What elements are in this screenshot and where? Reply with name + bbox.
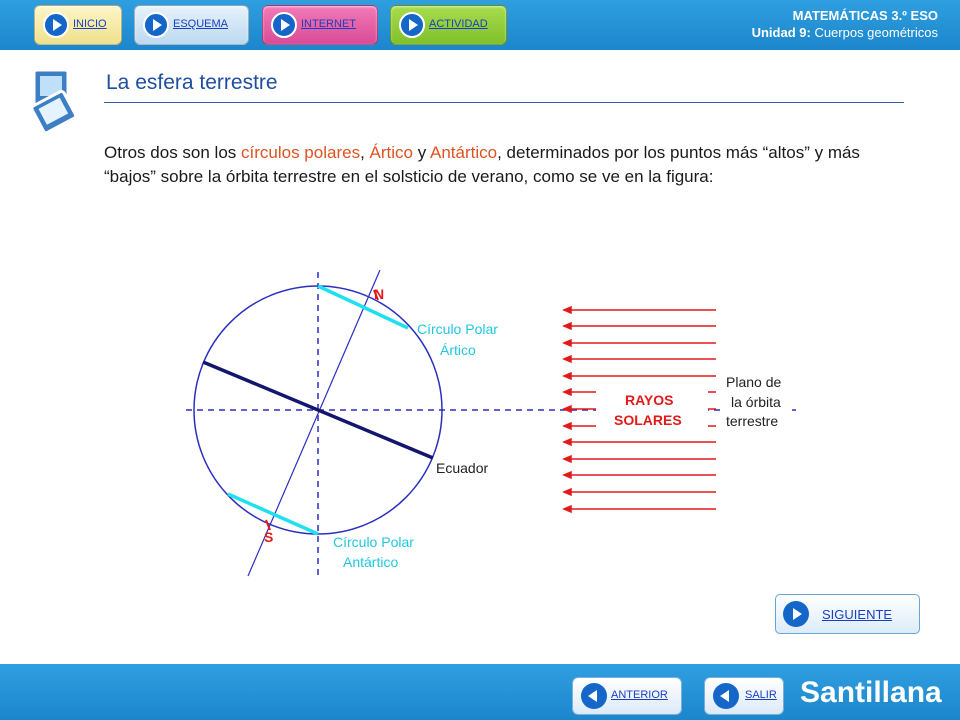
course-header (752, 7, 938, 41)
play-icon (271, 12, 297, 38)
highlight-circulos-polares: círculos polares (241, 143, 361, 162)
siguiente-label: SIGUIENTE (822, 607, 893, 622)
internet-button[interactable] (262, 5, 378, 45)
intro-paragraph (104, 141, 904, 189)
paragraph-text: , determinados por los puntos más “altos” y más “bajos” sobre la órbita terrestre en el solsticio de verano, como se ve en la figura: (104, 143, 860, 186)
anterior-label: ANTERIOR (611, 689, 668, 701)
play-icon (43, 12, 69, 38)
north-label: N (374, 286, 385, 302)
play-icon (143, 12, 169, 38)
unit-label: Unidad 9: (751, 25, 811, 40)
plane-label-line3: terrestre (726, 413, 779, 429)
inicio-button[interactable] (34, 5, 122, 45)
plane-label-line1: Plano de (726, 374, 782, 390)
subject-title: MATEMÁTICAS 3.º ESO (792, 8, 938, 23)
earth-diagram (160, 262, 820, 582)
title-divider (104, 102, 904, 103)
actividad-button[interactable] (390, 5, 507, 45)
salir-button[interactable] (704, 677, 784, 715)
highlight-antartico: Antártico (430, 143, 498, 162)
paragraph-text: y (413, 143, 431, 162)
rays-label-line2: SOLARES (614, 412, 682, 428)
esquema-label: ESQUEMA (173, 18, 229, 30)
siguiente-button[interactable] (775, 594, 920, 634)
arctic-circle-line (318, 286, 408, 328)
south-label: S (264, 529, 274, 545)
back-arrow-icon (713, 683, 739, 709)
salir-label: SALIR (745, 689, 777, 701)
back-arrow-icon (581, 683, 607, 709)
antarctic-label-line1: Círculo Polar (333, 534, 414, 550)
internet-label: INTERNET (301, 18, 356, 30)
antarctic-label-line2: Antártico (343, 554, 399, 570)
paragraph-text: , (360, 143, 370, 162)
rays-label-line1: RAYOS (625, 392, 674, 408)
inicio-label: INICIO (73, 18, 107, 30)
play-icon (783, 601, 809, 627)
page-title: La esfera terrestre (106, 71, 278, 94)
anterior-button[interactable] (572, 677, 682, 715)
plane-label-line2: la órbita (731, 394, 781, 410)
esquema-button[interactable] (134, 5, 249, 45)
antarctic-circle-line (228, 494, 318, 534)
highlight-artico: Ártico (369, 143, 413, 162)
play-icon (399, 12, 425, 38)
arctic-label-line2: Ártico (440, 342, 476, 358)
paragraph-text: Otros dos son los (104, 143, 242, 162)
unit-name: Cuerpos geométricos (814, 25, 938, 40)
arctic-label-line1: Círculo Polar (417, 321, 498, 337)
section-icon (30, 68, 80, 132)
actividad-label: ACTIVIDAD (429, 18, 488, 30)
santillana-logo: Santillana (800, 676, 942, 709)
equator-label: Ecuador (436, 460, 489, 476)
